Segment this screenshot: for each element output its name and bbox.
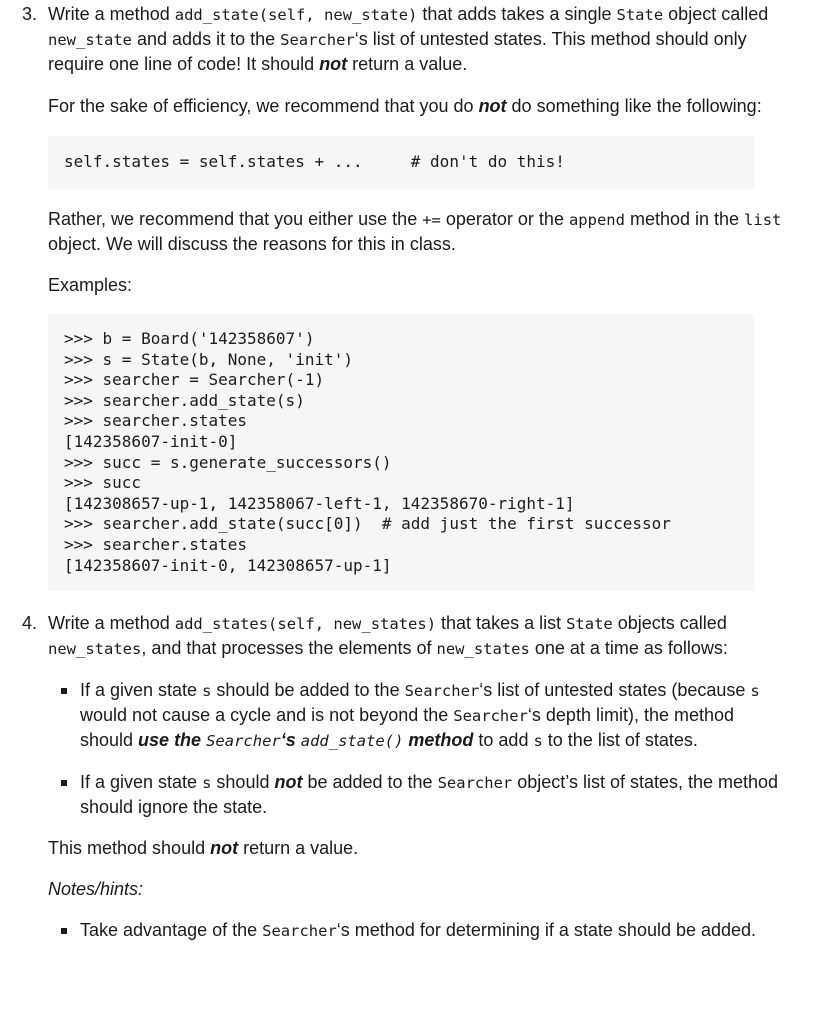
text: operator or the: [440, 209, 569, 229]
emphasis: method: [403, 730, 474, 751]
emphasis: not: [210, 838, 239, 859]
method-signature: add_states(self, new_states): [174, 615, 437, 634]
text: Write a method: [48, 613, 175, 634]
class-name: State: [616, 6, 664, 24]
var-name: s: [202, 682, 212, 701]
code-block-examples: >>> b = Board('142358607') >>> s = State(b, None, 'init') >>> searcher = Searcher(-1) >>> searcher.add_state(s) >>> searcher.states [142358607-init-0] >>> succ = s.generate_successors() >>> succ [142308657-up-1, 142358067-left-1, 142358670-right-1] >>> searcher.add_state(succ[0]) # add just the first successor >>> searcher.states [142358607-init-0, 142308657-up-1]: [48, 314, 754, 591]
class-name: Searcher: [453, 707, 528, 726]
param-name: new_states: [48, 640, 142, 659]
text: Rather, we recommend that you either use the: [48, 209, 423, 229]
class-name: Searcher: [280, 31, 355, 49]
text: method in the: [624, 209, 745, 229]
text: one at a time as follows:: [529, 638, 728, 659]
text: object’s list of states, the method should ignore the state.: [80, 772, 779, 818]
text: to add: [473, 730, 534, 751]
list-item: [80, 918, 790, 943]
examples-label: Examples:: [48, 275, 133, 295]
class-name: Searcher: [206, 732, 281, 751]
class-name: Searcher: [262, 922, 337, 941]
var-name: s: [750, 682, 760, 701]
text: Take advantage of the: [80, 920, 263, 941]
text: If a given state: [80, 772, 203, 793]
text: ‘s method for determining if a state should be added.: [336, 920, 757, 941]
hints-list: [0, 918, 830, 943]
recommendation: [0, 207, 830, 256]
item-4-number: 4.: [22, 613, 38, 634]
text: ‘s depth limit), the method should: [80, 705, 735, 751]
emphasis: not: [274, 772, 303, 793]
var-name: s: [202, 774, 212, 793]
text: , and that processes the elements of: [141, 638, 437, 659]
emphasis: ‘s: [280, 730, 301, 751]
item-3: [0, 2, 830, 76]
return-note: [0, 836, 830, 860]
efficiency-note: [0, 94, 830, 118]
var-name: s: [533, 732, 543, 751]
text: that adds takes a single: [417, 4, 617, 24]
text: Write a method: [48, 4, 175, 24]
text: would not cause a cycle and is not beyond the: [80, 705, 454, 726]
text: ‘s list of untested states. This method should only require one line of code! It should: [48, 29, 747, 74]
operator: +=: [422, 211, 441, 229]
item-3-number: 3.: [22, 4, 38, 24]
text: object. We will discuss the reasons for this in class.: [48, 234, 456, 254]
method-name: append: [568, 211, 625, 229]
text: should: [211, 772, 275, 793]
text: to the list of states.: [542, 730, 698, 751]
text: If a given state: [80, 680, 203, 701]
class-name: State: [566, 615, 613, 634]
item-3-description: [48, 2, 790, 76]
text: For the sake of efficiency, we recommend that you do: [48, 96, 479, 116]
list-item: [80, 678, 790, 753]
emphasis: not: [319, 54, 348, 74]
item-4: [0, 611, 830, 661]
text: This method should: [48, 838, 211, 859]
text: object called: [663, 4, 769, 24]
type-name: list: [744, 211, 782, 229]
emphasis: not: [478, 96, 507, 116]
param-name: new_state: [48, 31, 132, 49]
processing-rules: [0, 678, 830, 819]
text: return a value.: [238, 838, 359, 859]
notes-label: Notes/hints:: [48, 879, 144, 900]
method-signature: add_state(self, new_state): [174, 6, 418, 24]
class-name: Searcher: [404, 682, 480, 701]
text: be added to the: [302, 772, 438, 793]
param-name: new_states: [436, 640, 530, 659]
text: objects called: [612, 613, 727, 634]
method-name: add_state(): [300, 732, 404, 751]
text: that takes a list: [436, 613, 567, 634]
class-name: Searcher: [437, 774, 513, 793]
text: do something like the following:: [506, 96, 762, 116]
list-item: [80, 770, 790, 819]
code-block-dont-do: self.states = self.states + ... # don't do this!: [48, 136, 754, 189]
text: return a value.: [347, 54, 468, 74]
item-4-description: [48, 611, 790, 661]
emphasis: use the: [138, 730, 207, 751]
text: ‘s list of untested states (because: [479, 680, 751, 701]
text: should be added to the: [211, 680, 405, 701]
text: and adds it to the: [132, 29, 281, 49]
